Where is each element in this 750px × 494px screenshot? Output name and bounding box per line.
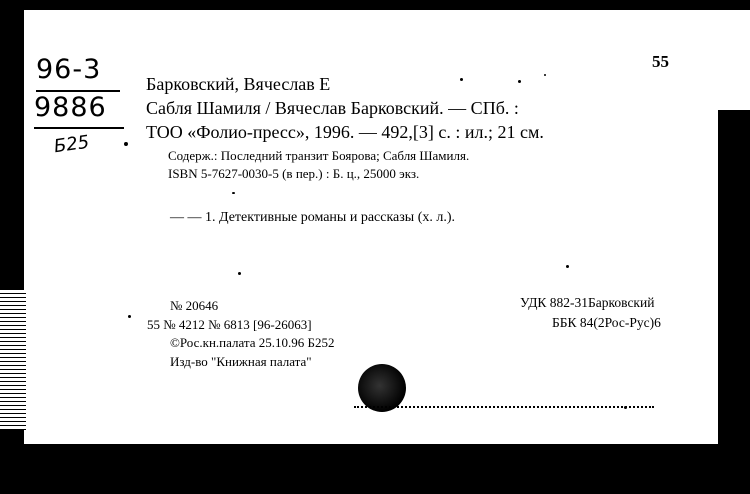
title-statement: Сабля Шамиля / Вячеслав Барковский. — СПб. :: [146, 98, 519, 118]
copyright-stamp: ©Рос.кн.палата 25.10.96 Б252: [170, 335, 335, 350]
page-number: 55: [652, 52, 669, 71]
shelf-mark-line-1: 96-3: [36, 54, 102, 85]
contents-note: Содерж.: Последний транзит Боярова; Сабля Шамиля.: [168, 148, 470, 163]
scan-speck: [518, 80, 521, 83]
scan-speck: [238, 272, 241, 275]
record-number: № 20646: [170, 298, 219, 313]
shelf-mark-line-3: Б25: [52, 131, 91, 158]
catalog-card: [24, 10, 718, 444]
scan-speck: [624, 406, 627, 409]
scan-speck: [232, 192, 235, 194]
scan-speck: [566, 265, 569, 268]
isbn-line: ISBN 5-7627-0030-5 (в пер.) : Б. ц., 25000 экз.: [168, 166, 420, 181]
scan-speck: [128, 315, 131, 318]
publisher-stamp: Изд-во "Книжная палата": [170, 354, 312, 369]
scan-speck: [124, 142, 128, 146]
shelf-mark-underline-2: [34, 127, 124, 129]
ink-blot: [358, 364, 406, 412]
udk-code: УДК 882-31Барковский: [520, 295, 655, 310]
scan-speck: [460, 78, 463, 81]
author-heading: Барковский, Вячеслав Е: [146, 74, 331, 94]
scan-edge-artifact-right: [718, 10, 750, 110]
scan-noise-line: [354, 406, 654, 410]
scan-speck: [544, 74, 546, 76]
publication-info: ТОО «Фолио-пресс», 1996. — 492,[3] с. : ил.; 21 см.: [146, 122, 544, 142]
subject-heading: — — 1. Детективные романы и рассказы (х. л.).: [170, 210, 456, 225]
accession-numbers: 55 № 4212 № 6813 [96-26063]: [147, 317, 312, 332]
shelf-mark-line-2: 9886: [34, 92, 107, 123]
scan-edge-artifact: [0, 290, 26, 430]
bbk-code: ББК 84(2Рос-Рус)6: [552, 315, 661, 330]
